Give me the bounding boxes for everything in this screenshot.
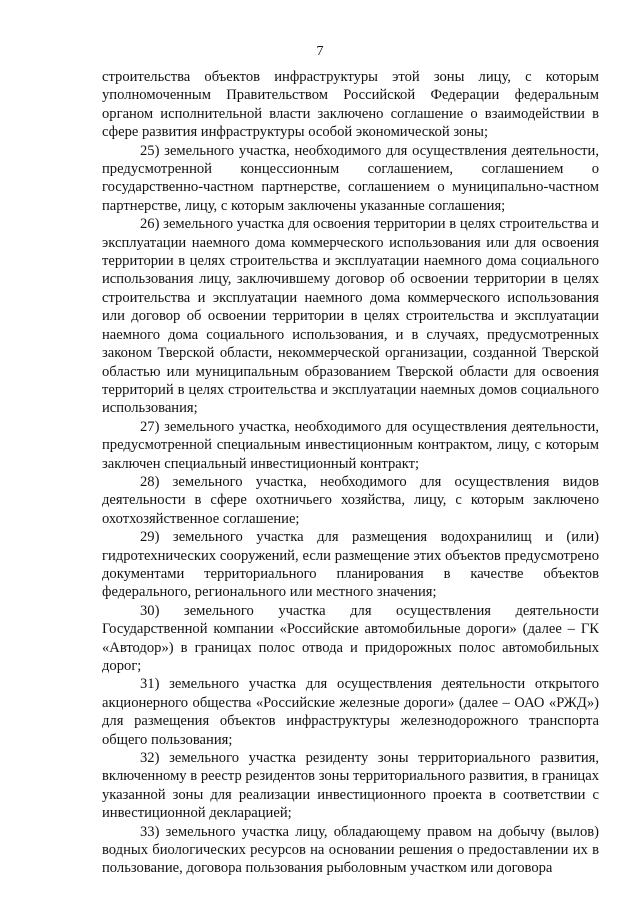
- paragraph-item-26: 26) земельного участка для освоения территории в целях строительства и эксплуатации наемного дома коммерческого использования или для освоения территории в целях строительства и эксплуатации наемного дома социального использования лицу, заключившему договор об освоении территории в целях строительства и эксплуатации наемного дома коммерческого использования или договор об освоении территории в целях строительства и эксплуатации наемного дома социального использования, и в случаях, предусмотренных законом Тверской области, некоммерческой организации, созданной Тверской областью или муниципальным образованием Тверской области для освоения территорий в целях строительства и эксплуатации наемных домов социального использования;: [102, 216, 599, 417]
- paragraph-item-28: 28) земельного участка, необходимого для осуществления видов деятельности в сфере охотничьего хозяйства, лицу, с которым заключено охотхозяйственное соглашение;: [102, 473, 599, 527]
- paragraph-item-25: 25) земельного участка, необходимого для осуществления деятельности, предусмотренной концессионным соглашением, соглашением о государственно-частном партнерстве, соглашением о муниципально-частном партнерстве, лицу, с которым заключены указанные соглашения;: [102, 142, 599, 214]
- paragraph-item-32: 32) земельного участка резиденту зоны территориального развития, включенному в реестр резидентов зоны территориального развития, в границах указанной зоны для реализации инвестиционного проекта в соответствии с инвестиционной декларацией;: [102, 750, 599, 822]
- paragraph-item-30: 30) земельного участка для осуществления деятельности Государственной компании «Российские автомобильные дороги» (далее – ГК «Автодор») в границах полос отвода и придорожных полос автомобильных дорог;: [102, 602, 599, 674]
- paragraph-item-33: 33) земельного участка лицу, обладающему правом на добычу (вылов) водных биологических ресурсов на основании решения о предоставлении их в пользование, договора пользования рыболовным участком или договора: [102, 823, 599, 877]
- paragraph-continuation: строительства объектов инфраструктуры этой зоны лицу, с которым уполномоченным Правительством Российской Федерации федеральным органом исполнительной власти заключено соглашение о взаимодействии в сфере развития инфраструктуры особой экономической зоны;: [102, 69, 599, 141]
- page-number: 7: [316, 44, 324, 59]
- paragraph-item-29: 29) земельного участка для размещения водохранилищ и (или) гидротехнических сооружений, если размещение этих объектов предусмотрено документами территориального планирования в качестве объектов федерального, регионального или местного значения;: [102, 529, 599, 601]
- paragraph-item-27: 27) земельного участка, необходимого для осуществления деятельности, предусмотренной специальным инвестиционным контрактом, лицу, с которым заключен специальный инвестиционный контракт;: [102, 418, 599, 472]
- document-body: [102, 68, 599, 878]
- paragraph-item-31: 31) земельного участка для осуществления деятельности открытого акционерного общества «Российские железные дороги» (далее – ОАО «РЖД») для размещения объектов инфраструктуры железнодорожного транспорта общего пользования;: [102, 676, 599, 748]
